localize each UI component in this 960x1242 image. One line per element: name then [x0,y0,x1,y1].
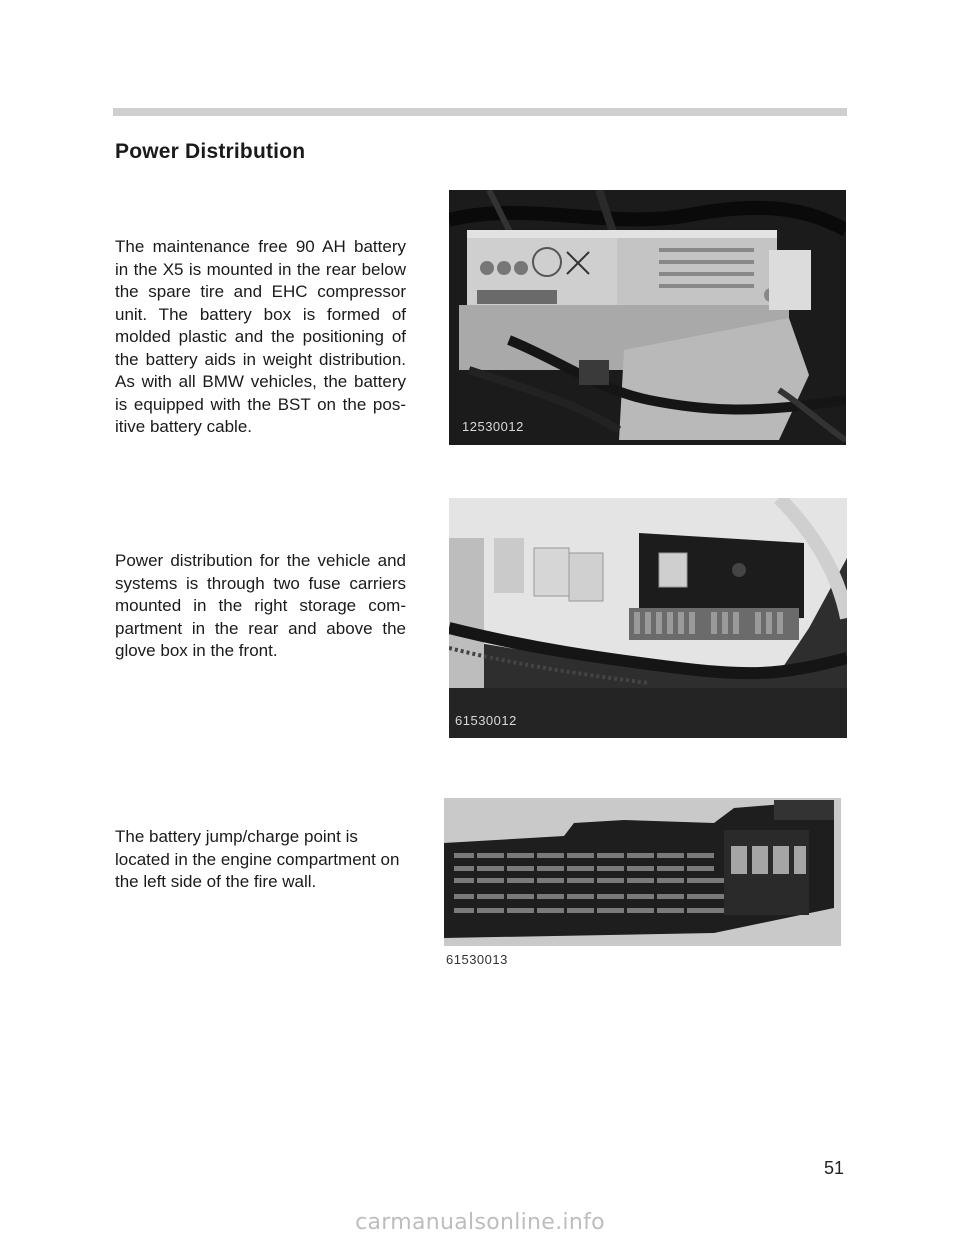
battery-photo [449,190,846,445]
watermark: carmanualsonline.info [355,1210,605,1235]
figure-code: 61530012 [455,713,517,728]
header-rule [113,108,847,116]
section-title: Power Distribution [115,140,306,163]
page-number: 51 [823,1158,844,1178]
paragraph-fuse-carriers: Power distribution for the vehicle and systems is through two fuse carriers mounted in the right storage com-partment in the rear and above the glove box in the front. [115,551,406,660]
rear-fuse-carrier-photo [449,498,847,738]
front-fuse-carrier-photo [444,798,841,946]
paragraph-battery: The maintenance free 90 AH battery in the X5 is mounted in the rear below the spare tire and EHC compressor unit. The battery box is formed of molded plastic and the positioning of the battery aids in weight distribution. As with all BMW vehicles, the battery is equipped with the BST on the pos-itive battery cable. [115,237,406,436]
figure-code: 61530013 [446,952,508,967]
figure-code: 12530012 [462,419,524,434]
paragraph-jump-point: The battery jump/charge point is located in the engine compartment on the left side of the fire wall. [115,827,400,891]
